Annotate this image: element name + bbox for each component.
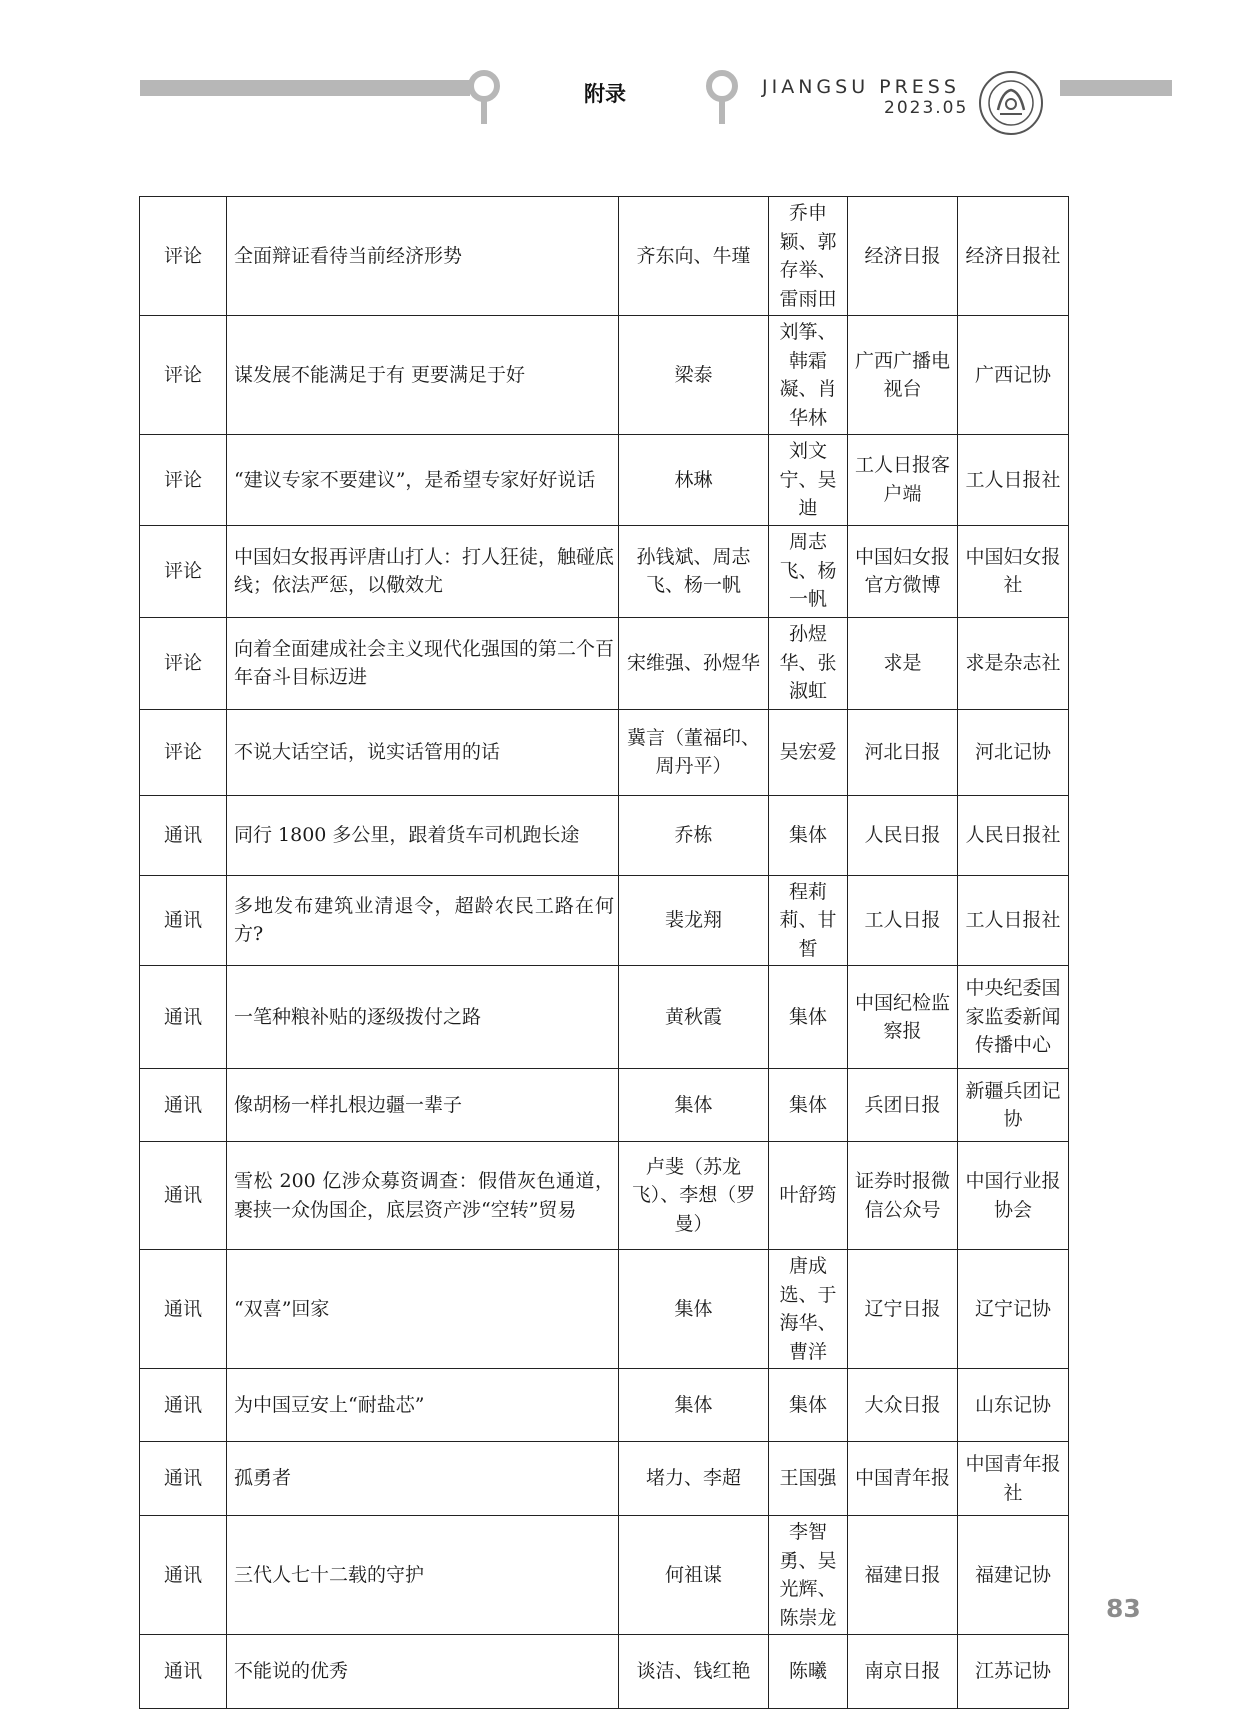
publisher-cell: 河北日报 [848,709,958,795]
authors-cell: 何祖谋 [619,1516,769,1635]
authors-cell: 堵力、李超 [619,1442,769,1516]
authors-cell: 集体 [619,1069,769,1142]
pin-icon [700,70,744,124]
table-row [140,1442,1069,1516]
press-issue: 2023.05 [884,98,969,118]
authors-cell: 卢斐（苏龙飞）、李想（罗曼） [619,1142,769,1250]
press-name: JIANGSU PRESS [762,76,960,98]
publisher-cell: 福建日报 [848,1516,958,1635]
table-row [140,1369,1069,1442]
category-cell: 通讯 [140,795,227,875]
table-row [140,1142,1069,1250]
seal-icon [978,70,1044,136]
nominator-cell: 中国行业报协会 [958,1142,1069,1250]
title-cell: 不说大话空话，说实话管用的话 [227,709,619,795]
editors-cell: 程莉莉、甘皙 [769,875,848,966]
title-cell: 全面辩证看待当前经济形势 [227,197,619,316]
nominator-cell: 中国青年报社 [958,1442,1069,1516]
header-bar-right [1060,80,1172,96]
awards-table [139,196,1069,1709]
table-row [140,795,1069,875]
page-number: 83 [1106,1594,1141,1623]
publisher-cell: 兵团日报 [848,1069,958,1142]
nominator-cell: 中央纪委国家监委新闻传播中心 [958,966,1069,1069]
publisher-cell: 中国纪检监察报 [848,966,958,1069]
publisher-cell: 广西广播电视台 [848,316,958,435]
editors-cell: 陈曦 [769,1635,848,1709]
authors-cell: 黄秋霞 [619,966,769,1069]
editors-cell: 集体 [769,1069,848,1142]
publisher-cell: 工人日报 [848,875,958,966]
category-cell: 通讯 [140,1516,227,1635]
nominator-cell: 工人日报社 [958,435,1069,526]
editors-cell: 集体 [769,966,848,1069]
editors-cell: 刘文宁、吴迪 [769,435,848,526]
header-bar-left [140,80,470,96]
publisher-cell: 辽宁日报 [848,1250,958,1369]
publisher-cell: 大众日报 [848,1369,958,1442]
category-cell: 通讯 [140,1250,227,1369]
publisher-cell: 中国青年报 [848,1442,958,1516]
publisher-cell: 经济日报 [848,197,958,316]
nominator-cell: 新疆兵团记协 [958,1069,1069,1142]
title-cell: 多地发布建筑业清退令，超龄农民工路在何方? [227,875,619,966]
editors-cell: 叶舒筠 [769,1142,848,1250]
publisher-cell: 求是 [848,617,958,709]
category-cell: 评论 [140,709,227,795]
authors-cell: 集体 [619,1369,769,1442]
nominator-cell: 工人日报社 [958,875,1069,966]
title-cell: 谋发展不能满足于有 更要满足于好 [227,316,619,435]
section-label: 附录 [584,82,626,106]
editors-cell: 乔申颖、郭存举、雷雨田 [769,197,848,316]
nominator-cell: 中国妇女报社 [958,525,1069,617]
authors-cell: 集体 [619,1250,769,1369]
nominator-cell: 山东记协 [958,1369,1069,1442]
nominator-cell: 求是杂志社 [958,617,1069,709]
nominator-cell: 人民日报社 [958,795,1069,875]
category-cell: 评论 [140,525,227,617]
table-row [140,435,1069,526]
category-cell: 通讯 [140,875,227,966]
editors-cell: 集体 [769,795,848,875]
table-row [140,197,1069,316]
editors-cell: 集体 [769,1369,848,1442]
editors-cell: 刘筝、韩霜凝、肖华林 [769,316,848,435]
nominator-cell: 经济日报社 [958,197,1069,316]
publisher-cell: 南京日报 [848,1635,958,1709]
editors-cell: 唐成选、于海华、曹洋 [769,1250,848,1369]
title-cell: 孤勇者 [227,1442,619,1516]
table-row [140,875,1069,966]
nominator-cell: 福建记协 [958,1516,1069,1635]
authors-cell: 宋维强、孙煜华 [619,617,769,709]
editors-cell: 王国强 [769,1442,848,1516]
editors-cell: 李智勇、吴光辉、陈崇龙 [769,1516,848,1635]
nominator-cell: 河北记协 [958,709,1069,795]
category-cell: 通讯 [140,1142,227,1250]
category-cell: 评论 [140,435,227,526]
authors-cell: 孙钱斌、周志飞、杨一帆 [619,525,769,617]
table-row [140,709,1069,795]
authors-cell: 齐东向、牛瑾 [619,197,769,316]
publisher-cell: 人民日报 [848,795,958,875]
title-cell: “建议专家不要建议”，是希望专家好好说话 [227,435,619,526]
title-cell: 为中国豆安上“耐盐芯” [227,1369,619,1442]
category-cell: 通讯 [140,1442,227,1516]
publisher-cell: 工人日报客户端 [848,435,958,526]
table-row [140,525,1069,617]
authors-cell: 梁泰 [619,316,769,435]
title-cell: “双喜”回家 [227,1250,619,1369]
table-row [140,1069,1069,1142]
title-cell: 向着全面建成社会主义现代化强国的第二个百年奋斗目标迈进 [227,617,619,709]
category-cell: 通讯 [140,1069,227,1142]
title-cell: 同行 1800 多公里，跟着货车司机跑长途 [227,795,619,875]
editors-cell: 孙煜华、张淑虹 [769,617,848,709]
authors-cell: 裴龙翔 [619,875,769,966]
title-cell: 三代人七十二载的守护 [227,1516,619,1635]
nominator-cell: 辽宁记协 [958,1250,1069,1369]
nominator-cell: 广西记协 [958,316,1069,435]
category-cell: 通讯 [140,1635,227,1709]
table-row [140,1516,1069,1635]
pin-icon [462,70,506,124]
title-cell: 不能说的优秀 [227,1635,619,1709]
editors-cell: 吴宏爱 [769,709,848,795]
authors-cell: 冀言（董福印、周丹平） [619,709,769,795]
table-row [140,1635,1069,1709]
authors-cell: 乔栋 [619,795,769,875]
title-cell: 雪松 200 亿涉众募资调查：假借灰色通道，裹挟一众伪国企，底层资产涉“空转”贸易 [227,1142,619,1250]
table-row [140,617,1069,709]
category-cell: 通讯 [140,966,227,1069]
category-cell: 通讯 [140,1369,227,1442]
category-cell: 评论 [140,617,227,709]
category-cell: 评论 [140,316,227,435]
editors-cell: 周志飞、杨一帆 [769,525,848,617]
table-row [140,1250,1069,1369]
publisher-cell: 证券时报微信公众号 [848,1142,958,1250]
authors-cell: 林琳 [619,435,769,526]
nominator-cell: 江苏记协 [958,1635,1069,1709]
table-row [140,316,1069,435]
publisher-cell: 中国妇女报官方微博 [848,525,958,617]
category-cell: 评论 [140,197,227,316]
title-cell: 像胡杨一样扎根边疆一辈子 [227,1069,619,1142]
table-row [140,966,1069,1069]
title-cell: 一笔种粮补贴的逐级拨付之路 [227,966,619,1069]
authors-cell: 谈洁、钱红艳 [619,1635,769,1709]
title-cell: 中国妇女报再评唐山打人：打人狂徒，触碰底线；依法严惩，以儆效尤 [227,525,619,617]
